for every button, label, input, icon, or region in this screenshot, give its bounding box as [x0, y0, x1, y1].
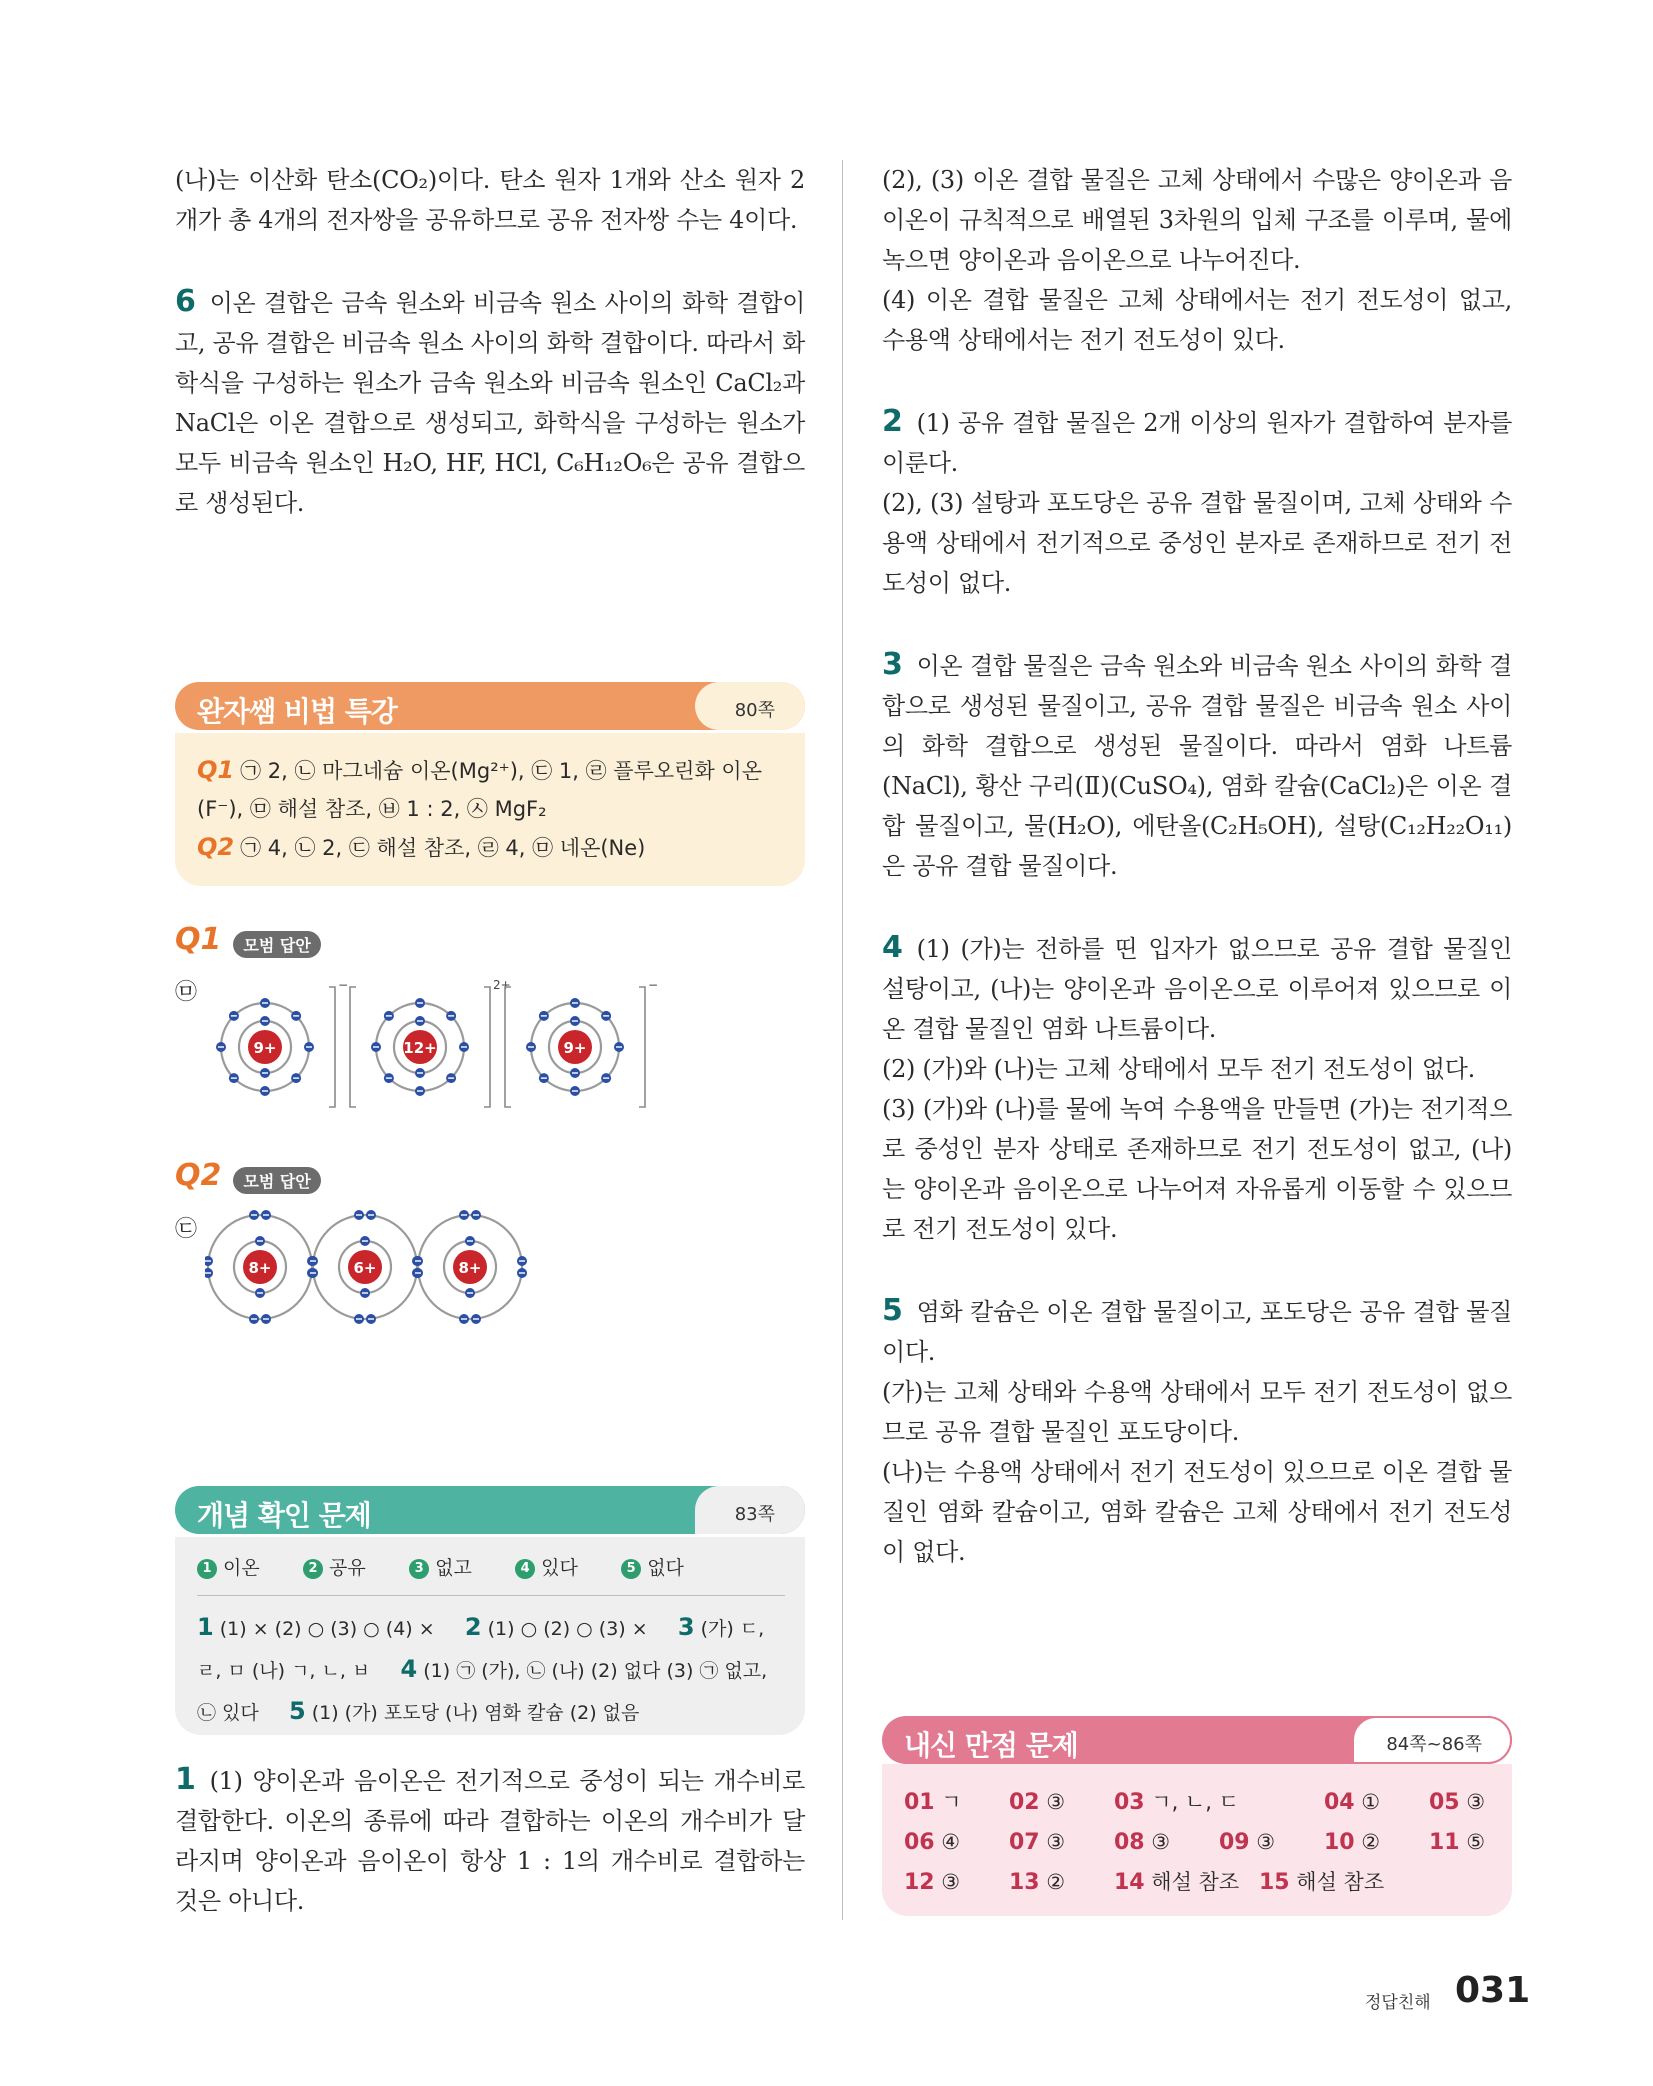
nucleus-charge: 9+ — [253, 1039, 277, 1057]
answer-text: (1) (가) 포도당 (나) 염화 칼슘 (2) 없음 — [311, 1702, 640, 1724]
answer-text: ① — [1354, 1790, 1381, 1814]
answer-2 — [882, 402, 1512, 603]
answer-text: (3) (가)와 (나)를 물에 녹여 수용액을 만들면 (가)는 전기적으로 중성인 분자 상태로 존재하므로 전기 전도성이 없고, (나)는 양이온과 음이온으로 나누어져 자유롭게 이동할 수 있으므로 전기 전도성이 있다. — [882, 1095, 1512, 1243]
model-answer-pill: 모범 답안 — [233, 931, 320, 958]
answer-number: 1 — [197, 1613, 214, 1641]
answer-text — [882, 1291, 1512, 1372]
answer-text: ③ — [1039, 1790, 1066, 1814]
answer-text: (1) × (2) ○ (3) ○ (4) × — [219, 1618, 435, 1640]
blank-item — [197, 1553, 297, 1580]
concept-answers — [197, 1607, 792, 1733]
blank-text: 없고 — [435, 1557, 472, 1579]
blank-number: 5 — [621, 1559, 641, 1579]
blank-text: 공유 — [329, 1557, 366, 1579]
blank-number: 2 — [303, 1559, 323, 1579]
left-column — [175, 160, 805, 565]
answer-number: 01 — [904, 1790, 935, 1815]
answer-number: 5 — [882, 1293, 903, 1328]
answer-number: 3 — [882, 647, 903, 682]
ionic-bond-diagram — [205, 975, 685, 1115]
q1-model-label: Q1 — [175, 922, 222, 957]
banner-page-ref: 84쪽~86쪽 — [1386, 1734, 1482, 1755]
exam-answer-box — [882, 1764, 1512, 1916]
atom — [308, 1210, 422, 1324]
exam-answer-item — [904, 1782, 962, 1823]
banner-title: 개념 확인 문제 — [197, 1499, 371, 1532]
answer-text: ㉡ 있다 — [197, 1702, 259, 1724]
answer-number: 1 — [175, 1762, 196, 1797]
exam-answer-item — [1009, 1862, 1065, 1903]
atom — [526, 998, 624, 1096]
answer-number: 02 — [1009, 1790, 1040, 1815]
answer-text: ⑤ — [1459, 1830, 1486, 1854]
exam-answer-item — [1324, 1782, 1380, 1823]
secret-answer-box — [175, 733, 805, 886]
blank-item — [409, 1553, 509, 1580]
nucleus-charge: 8+ — [458, 1259, 482, 1277]
answer-intro-text: (나)는 이산화 탄소(CO₂)이다. 탄소 원자 1개와 산소 원자 2개가 총 4개의 전자쌍을 공유하므로 공유 전자쌍 수는 4이다. — [175, 166, 805, 234]
answer-text: 해설 참조 — [1289, 1870, 1385, 1894]
answer-1-text — [175, 1760, 805, 1921]
atom — [216, 998, 314, 1096]
answer-number: 6 — [175, 284, 196, 319]
answer-text: ③ — [934, 1870, 961, 1894]
answer-text: ㄹ, ㅁ (나) ㄱ, ㄴ, ㅂ — [197, 1660, 371, 1682]
divider-line — [197, 1595, 785, 1596]
answer-number: 05 — [1429, 1790, 1460, 1815]
q2-answers: ㉠ 4, ㉡ 2, ㉢ 해설 참조, ㉣ 4, ㉤ 네온(Ne) — [240, 836, 646, 860]
answer-text — [882, 645, 1512, 886]
nucleus-charge: 8+ — [248, 1259, 272, 1277]
exam-answer-item — [1429, 1822, 1485, 1863]
answer-text: ③ — [1459, 1790, 1486, 1814]
answer-number: 4 — [882, 930, 903, 965]
answer-text: ③ — [1144, 1830, 1171, 1854]
exam-answer-item — [904, 1822, 960, 1863]
answer-6-body: 이온 결합은 금속 원소와 비금속 원소 사이의 화학 결합이고, 공유 결합은 비금속 원소 사이의 화학 결합이다. 따라서 화학식을 구성하는 원소가 금속 원소와 비금속 원소인 CaCl₂과 NaCl은 이온 결합으로 생성되고, 화학식을 구성하는 원소가 모두 비금속 원소인 H₂O, HF, HCl, C₆H₁₂O₆은 공유 결합으로 생성된다. — [175, 289, 805, 517]
answer-number: 12 — [904, 1870, 935, 1895]
secret-answers — [197, 751, 787, 867]
answer-text: (4) 이온 결합 물질은 고체 상태에서는 전기 전도성이 없고, 수용액 상태에서는 전기 전도성이 있다. — [882, 286, 1512, 354]
q1-answers: ㉠ 2, ㉡ 마그네슘 이온(Mg²⁺), ㉢ 1, ㉣ 플루오린화 이온(F⁻), ㉤ 해설 참조, ㉥ 1 : 2, ㉦ MgF₂ — [197, 759, 762, 821]
answer-4 — [882, 928, 1512, 1249]
answer-continued — [175, 160, 805, 240]
exam-answer-item — [1324, 1822, 1380, 1863]
blank-text: 이온 — [223, 1557, 260, 1579]
q2-model-label: Q2 — [175, 1158, 222, 1193]
answer-text: (2), (3) 이온 결합 물질은 고체 상태에서 수많은 양이온과 음이온이 규칙적으로 배열된 3차원의 입체 구조를 이루며, 물에 녹으면 양이온과 음이온으로 나누어진다. — [882, 166, 1512, 274]
answer-text: (2), (3) 설탕과 포도당은 공유 결합 물질이며, 고체 상태와 수용액 상태에서 전기적으로 중성인 분자로 존재하므로 전기 전도성이 없다. — [882, 489, 1512, 597]
column-divider — [842, 160, 843, 1920]
ion-charge: − — [338, 978, 349, 992]
blank-text: 없다 — [647, 1557, 684, 1579]
atom — [413, 1210, 527, 1324]
q2-model-header — [175, 1158, 321, 1194]
answer-number: 2 — [464, 1613, 482, 1641]
atom — [205, 1210, 317, 1324]
answer-text: ㄱ, ㄴ, ㄷ — [1144, 1790, 1239, 1814]
answer-text: ③ — [1249, 1830, 1276, 1854]
answer-text: (가)는 고체 상태와 수용액 상태에서 모두 전기 전도성이 없으므로 공유 결합 물질인 포도당이다. — [882, 1378, 1512, 1446]
blank-item — [621, 1553, 721, 1580]
nucleus-charge: 6+ — [353, 1259, 377, 1277]
answer-text — [882, 402, 1512, 483]
banner-page-ref: 83쪽 — [734, 1504, 775, 1525]
exam-answer-item — [904, 1862, 960, 1903]
covalent-bond-diagram — [205, 1205, 535, 1335]
blank-text: 있다 — [541, 1557, 578, 1579]
exam-answer-item — [1114, 1862, 1239, 1903]
q1-model-header — [175, 922, 321, 958]
blank-answers — [197, 1553, 787, 1583]
blank-number: 4 — [515, 1559, 535, 1579]
blank-item — [515, 1553, 615, 1580]
answer-number: 14 — [1114, 1870, 1145, 1895]
answer-number: 03 — [1114, 1790, 1145, 1815]
answer-number: 10 — [1324, 1830, 1355, 1855]
answer-text: (가) ㄷ, — [700, 1618, 765, 1640]
blank-number: 3 — [409, 1559, 429, 1579]
answer-body: (1) 공유 결합 물질은 2개 이상의 원자가 결합하여 분자를 이룬다. — [882, 409, 1512, 477]
ion-charge: − — [648, 978, 659, 992]
answer-number: 06 — [904, 1830, 935, 1855]
answer-text: ② — [1039, 1870, 1066, 1894]
answer-text: ② — [1354, 1830, 1381, 1854]
exam-answer-item — [1114, 1782, 1239, 1823]
answer-number: 04 — [1324, 1790, 1355, 1815]
exam-answer-item — [1259, 1862, 1384, 1903]
page-number: 031 — [1455, 1970, 1531, 2011]
concept-check-banner — [175, 1486, 805, 1534]
atom — [371, 998, 469, 1096]
secret-lecture-banner — [175, 682, 805, 730]
ion-charge: 2+ — [493, 978, 511, 992]
q2-label: Q2 — [197, 833, 235, 861]
answer-body: 이온 결합 물질은 금속 원소와 비금속 원소 사이의 화학 결합으로 생성된 물질이고, 공유 결합 물질은 비금속 원소 사이의 화학 결합으로 생성된 물질이다. 따라서 염화 나트륨(NaCl), 황산 구리(Ⅱ)(CuSO₄), 염화 칼슘(CaCl₂)은 이온 결합 물질이고, 물(H₂O), 에탄올(C₂H₅OH), 설탕(C₁₂H₂₂O₁₁)은 공유 결합 물질이다. — [882, 652, 1512, 880]
exam-answer-item — [1009, 1822, 1065, 1863]
nucleus-charge: 9+ — [563, 1039, 587, 1057]
answer-text: (1) ㉠ (가), ㉡ (나) (2) 없다 (3) ㉠ 없고, — [423, 1660, 768, 1682]
blank-item — [303, 1553, 403, 1580]
answer-text: ㄱ — [934, 1790, 962, 1814]
answer-body: (1) (가)는 전하를 띤 입자가 없으므로 공유 결합 물질인 설탕이고, (나)는 양이온과 음이온으로 이루어져 있으므로 이온 결합 물질인 염화 나트륨이다. — [882, 935, 1512, 1043]
banner-page-ref: 80쪽 — [734, 700, 775, 721]
exam-answer-item — [1429, 1782, 1485, 1823]
answer-text: ④ — [934, 1830, 961, 1854]
exam-answer-item — [1009, 1782, 1065, 1823]
answer-number: 4 — [400, 1655, 418, 1683]
answer-1-continued — [882, 160, 1512, 360]
banner-title: 완자쌤 비법 특강 — [197, 695, 397, 728]
q2-mark: ㉢ — [175, 1217, 198, 1242]
model-answer-pill: 모범 답안 — [233, 1167, 320, 1194]
exam-answer-item — [1219, 1822, 1275, 1863]
answer-text: (2) (가)와 (나)는 고체 상태에서 모두 전기 전도성이 없다. — [882, 1055, 1475, 1083]
answer-text: 해설 참조 — [1144, 1870, 1240, 1894]
answer-number: 08 — [1114, 1830, 1145, 1855]
answer-number: 2 — [882, 404, 903, 439]
answer-number: 07 — [1009, 1830, 1040, 1855]
nucleus-charge: 12+ — [403, 1039, 437, 1057]
banner-title: 내신 만점 문제 — [904, 1729, 1078, 1762]
answer-text — [882, 928, 1512, 1049]
answer-number: 3 — [677, 1613, 695, 1641]
blank-number: 1 — [197, 1559, 217, 1579]
answer-number: 11 — [1429, 1830, 1460, 1855]
exam-answer-item — [1114, 1822, 1170, 1863]
answer-3 — [882, 645, 1512, 886]
answer-number: 15 — [1259, 1870, 1290, 1895]
right-column — [882, 160, 1512, 1614]
q1-label: Q1 — [197, 756, 235, 784]
answer-6-text — [175, 282, 805, 523]
answer-5 — [882, 1291, 1512, 1572]
concept-answer-box — [175, 1537, 805, 1735]
answer-number: 5 — [288, 1697, 306, 1725]
answer-text: (나)는 수용액 상태에서 전기 전도성이 있으므로 이온 결합 물질인 염화 칼슘이고, 염화 칼슘은 고체 상태에서 전기 전도성이 없다. — [882, 1458, 1512, 1566]
answer-body: 염화 칼슘은 이온 결합 물질이고, 포도당은 공유 결합 물질이다. — [882, 1298, 1512, 1366]
answer-number: 13 — [1009, 1870, 1040, 1895]
answer-text: ③ — [1039, 1830, 1066, 1854]
answer-1-body: (1) 양이온과 음이온은 전기적으로 중성이 되는 개수비로 결합한다. 이온의 종류에 따라 결합하는 이온의 개수비가 달라지며 양이온과 음이온이 항상 1 : 1의 개수비로 결합하는 것은 아니다. — [175, 1767, 805, 1915]
footer-label: 정답친해 — [1365, 1993, 1431, 2013]
answer-text: (1) ○ (2) ○ (3) × — [487, 1618, 648, 1640]
answer-1 — [175, 1760, 805, 1921]
answer-number: 09 — [1219, 1830, 1250, 1855]
q1-mark: ㉤ — [175, 980, 198, 1005]
exam-banner — [882, 1716, 1512, 1764]
answer-6 — [175, 282, 805, 523]
